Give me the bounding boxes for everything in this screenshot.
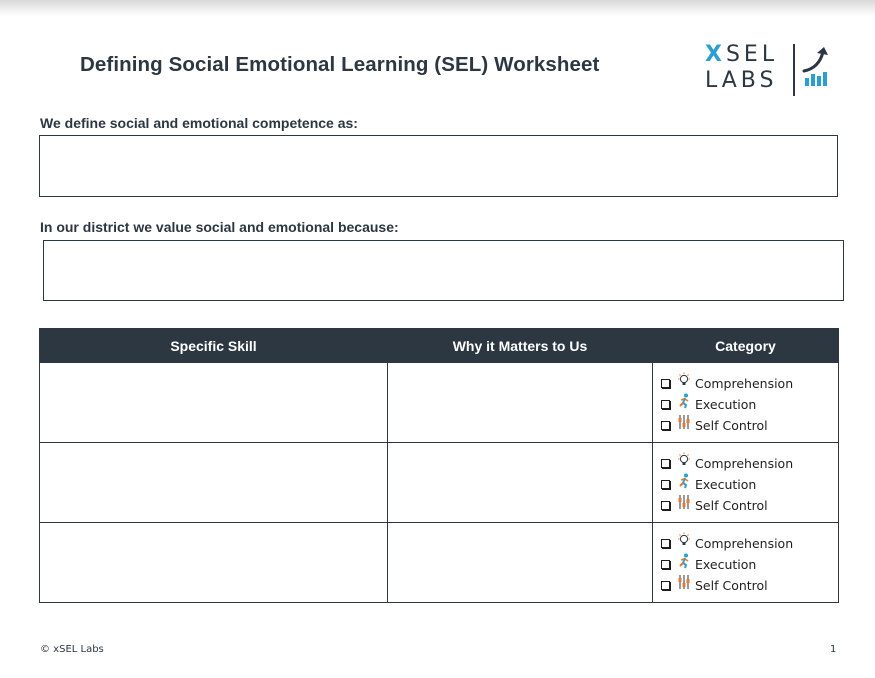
category-option-execution[interactable] [661,394,838,415]
why-it-matters-cell[interactable] [388,523,653,603]
table-header-row [40,329,839,363]
category-label: Execution [695,557,757,572]
table-row [40,363,839,443]
sliders-icon [677,494,691,510]
header-category: Category [653,329,839,363]
checkbox[interactable] [661,539,670,548]
category-option-self-control[interactable] [661,415,838,436]
district-value-label: In our district we value social and emotional because: [40,219,399,235]
checkbox[interactable] [661,501,670,510]
logo-labs: LABS [705,68,778,93]
category-option-execution[interactable] [661,554,838,575]
category-label: Comprehension [695,456,794,471]
category-option-comprehension[interactable] [661,453,838,474]
checkbox[interactable] [661,560,670,569]
district-value-field[interactable] [43,240,844,301]
category-cell [653,443,839,523]
competence-definition-label: We define social and emotional competence as: [40,115,358,131]
category-option-self-control[interactable] [661,495,838,516]
category-label: Self Control [695,418,768,433]
sliders-icon [677,414,691,430]
specific-skill-cell[interactable] [40,363,388,443]
header-why-it-matters: Why it Matters to Us [388,329,653,363]
running-person-icon [677,393,691,409]
running-person-icon [677,553,691,569]
lightbulb-icon [677,452,691,468]
logo-divider [793,44,795,96]
header-specific-skill: Specific Skill [40,329,388,363]
logo-x: X [705,42,726,67]
category-label: Execution [695,397,757,412]
sliders-icon [677,574,691,590]
specific-skill-cell[interactable] [40,523,388,603]
specific-skill-cell[interactable] [40,443,388,523]
category-label: Self Control [695,578,768,593]
checkbox[interactable] [661,421,670,430]
checkbox[interactable] [661,581,670,590]
footer-copyright: © xSEL Labs [40,644,104,655]
category-option-execution[interactable] [661,474,838,495]
table-row [40,443,839,523]
why-it-matters-cell[interactable] [388,443,653,523]
table-row [40,523,839,603]
top-shadow-bar [0,0,875,16]
category-label: Comprehension [695,376,794,391]
category-label: Self Control [695,498,768,513]
category-label: Execution [695,477,757,492]
checkbox[interactable] [661,459,670,468]
growth-chart-icon [801,44,833,92]
skills-table [39,328,839,603]
footer-page-number: 1 [830,644,837,655]
category-cell [653,363,839,443]
xsel-labs-logo [705,42,835,98]
running-person-icon [677,473,691,489]
lightbulb-icon [677,532,691,548]
competence-definition-field[interactable] [39,135,838,197]
category-option-comprehension[interactable] [661,373,838,394]
checkbox[interactable] [661,400,670,409]
category-cell [653,523,839,603]
lightbulb-icon [677,372,691,388]
category-option-self-control[interactable] [661,575,838,596]
why-it-matters-cell[interactable] [388,363,653,443]
checkbox[interactable] [661,379,670,388]
checkbox[interactable] [661,480,670,489]
category-label: Comprehension [695,536,794,551]
logo-sel: SEL [725,42,779,67]
page-title: Defining Social Emotional Learning (SEL) Worksheet [80,53,600,76]
category-option-comprehension[interactable] [661,533,838,554]
